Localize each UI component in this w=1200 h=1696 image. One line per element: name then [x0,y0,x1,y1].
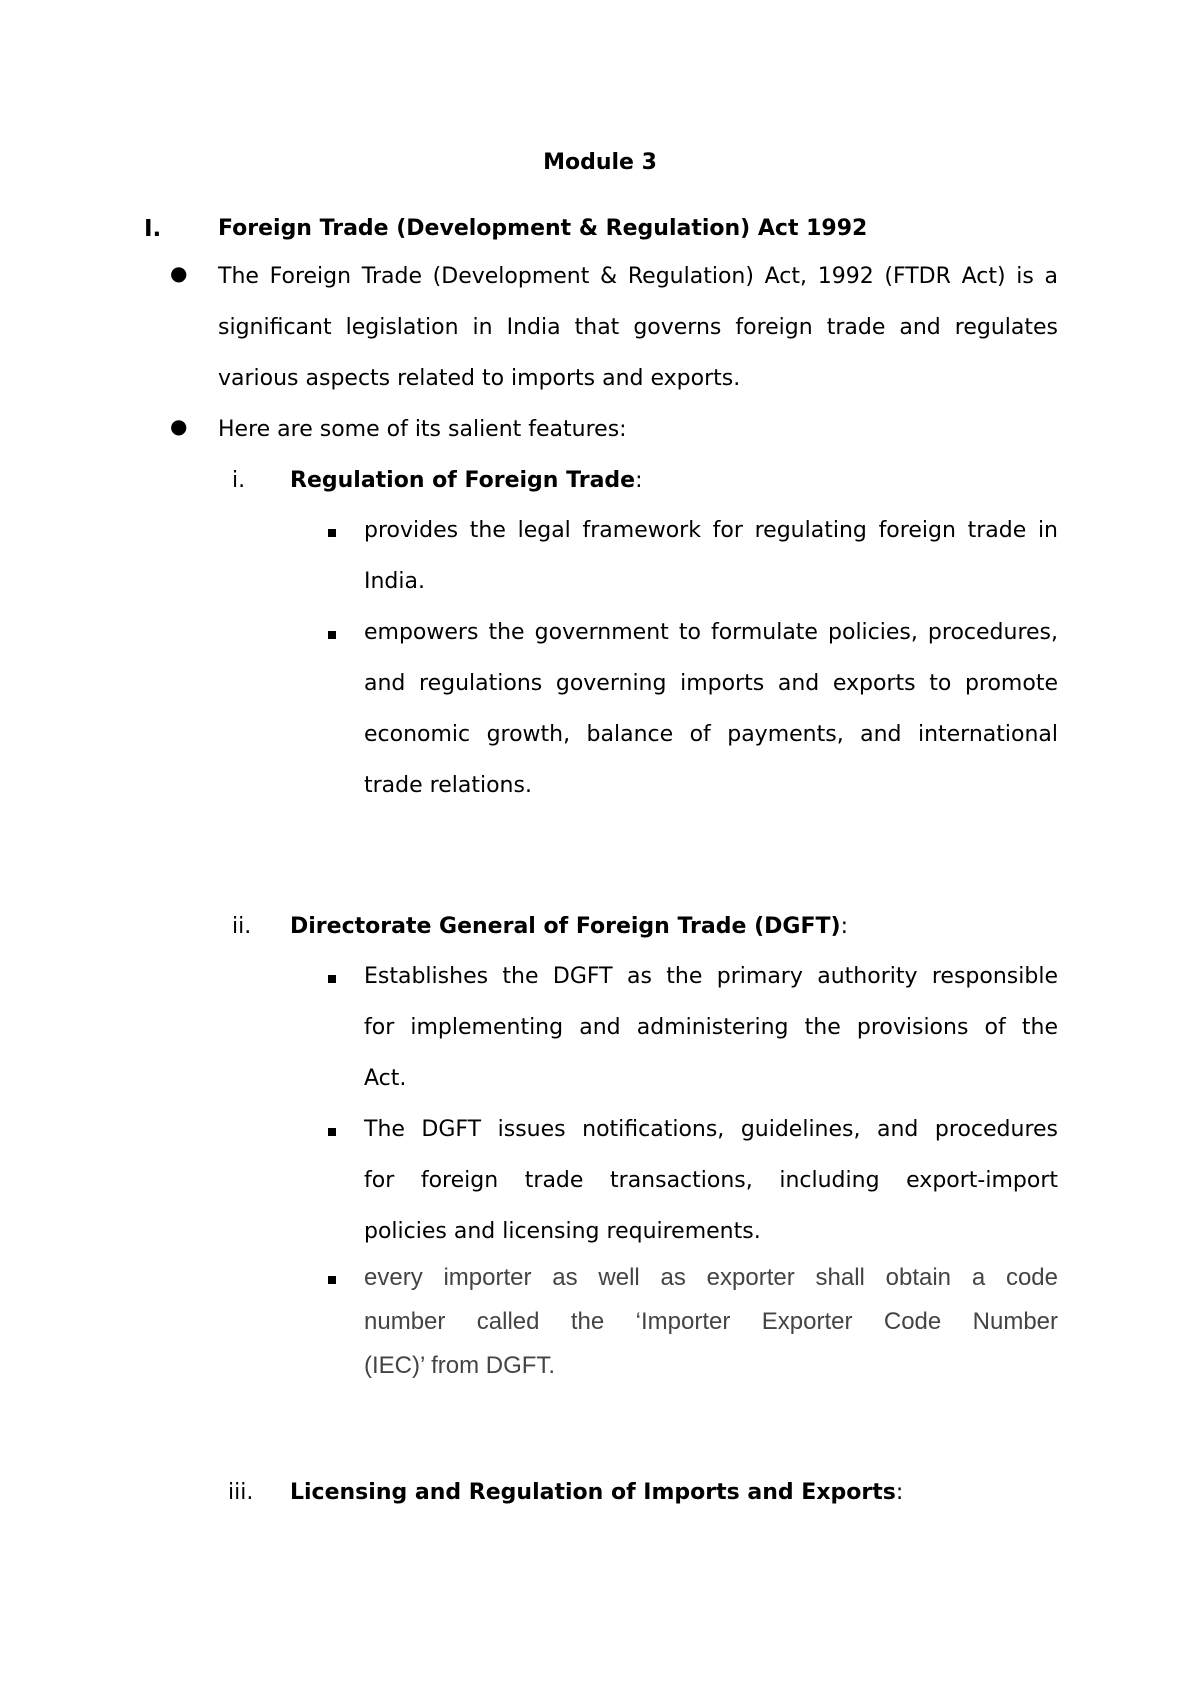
feature-numeral: iii. [228,1480,254,1505]
square-bullet-icon [328,975,336,983]
square-bullet-icon [328,631,336,639]
point-line: provides the legal framework for regulating foreign trade in [364,518,1058,543]
point-line: number called the ‘Importer Exporter Code Number [364,1308,1058,1335]
point-line: every importer as well as exporter shall obtain a code [364,1264,1058,1291]
feature-heading: Licensing and Regulation of Imports and Exports: [290,1480,904,1505]
point-line: empowers the government to formulate policies, procedures, [364,620,1058,645]
point-line: Establishes the DGFT as the primary authority responsible [364,964,1058,989]
square-bullet-icon [328,1128,336,1136]
intro-line: significant legislation in India that governs foreign trade and regulates [218,315,1058,340]
square-bullet-icon [328,1276,336,1284]
page-title: Module 3 [543,150,657,175]
bullet-icon: ● [170,414,188,438]
point-line: for implementing and administering the provisions of the [364,1015,1058,1040]
feature-heading: Directorate General of Foreign Trade (DGFT): [290,914,848,939]
section-heading: Foreign Trade (Development & Regulation) Act 1992 [218,216,868,241]
point-line: trade relations. [364,773,532,798]
point-line: economic growth, balance of payments, and international [364,722,1058,747]
feature-numeral: ii. [232,914,252,939]
point-line: India. [364,569,425,594]
point-line: The DGFT issues notifications, guidelines, and procedures [364,1117,1058,1142]
point-line: policies and licensing requirements. [364,1219,761,1244]
intro-line: Here are some of its salient features: [218,417,627,442]
point-line: and regulations governing imports and exports to promote [364,671,1058,696]
feature-numeral: i. [232,468,246,493]
point-line: for foreign trade transactions, including export-import [364,1168,1058,1193]
feature-heading: Regulation of Foreign Trade: [290,468,643,493]
intro-line: The Foreign Trade (Development & Regulation) Act, 1992 (FTDR Act) is a [218,264,1058,289]
bullet-icon: ● [170,261,188,285]
intro-line: various aspects related to imports and exports. [218,366,741,391]
square-bullet-icon [328,529,336,537]
section-number: I. [144,216,162,242]
point-line: Act. [364,1066,407,1091]
point-line: (IEC)’ from DGFT. [364,1352,556,1379]
